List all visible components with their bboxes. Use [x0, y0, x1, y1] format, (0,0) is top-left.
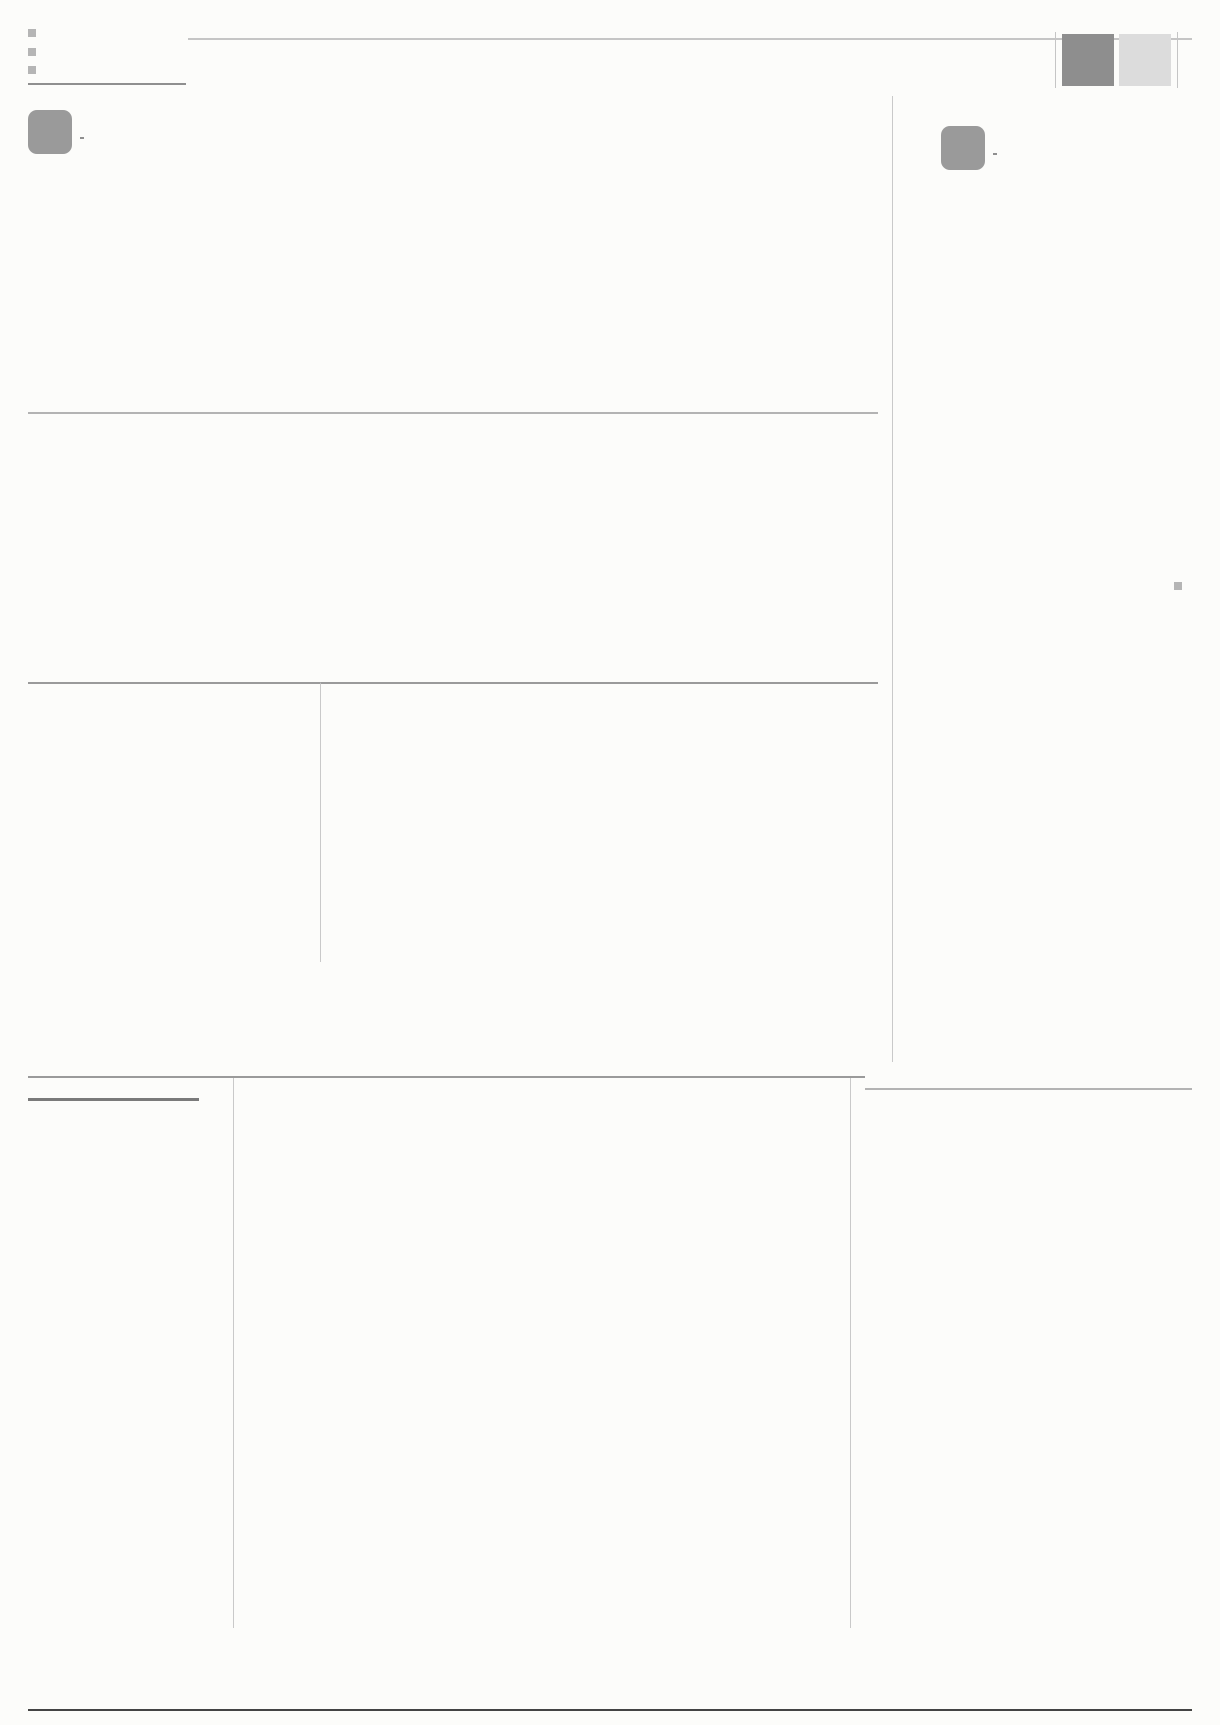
innovation-column-rail — [892, 96, 1192, 1062]
section-badge-shen — [1062, 34, 1114, 86]
kicker-text-group — [80, 110, 84, 140]
food-article-body — [28, 426, 878, 670]
innovation-kicker — [941, 126, 1192, 170]
kicker-title — [993, 126, 997, 150]
k-logo-icon — [941, 126, 985, 170]
main-content-column — [28, 96, 892, 1062]
middle-band — [28, 682, 878, 962]
section-badge-group — [1049, 32, 1192, 88]
section-divider — [28, 412, 878, 414]
bullet-square-icon — [28, 66, 36, 74]
section-divider — [865, 1088, 1192, 1090]
elder-continuation-strip — [28, 682, 320, 962]
elder-strip-body — [28, 694, 308, 962]
smart-elder-care-article — [320, 682, 878, 962]
software-article — [28, 110, 878, 402]
bottom-right-column — [851, 1076, 1192, 1628]
food-article — [28, 426, 878, 670]
danxin-body — [248, 1100, 836, 1562]
bullet-square-icon — [28, 48, 36, 56]
kicker-pinyin — [993, 153, 997, 156]
page-header — [28, 14, 1192, 96]
divider — [1055, 32, 1056, 88]
innovation-column-byline — [1168, 582, 1182, 1062]
bullet-square-icon — [28, 29, 36, 37]
kicker-pinyin — [80, 137, 84, 140]
article-separator-rule — [28, 1098, 199, 1101]
innovation-column-body — [907, 182, 1158, 1062]
keji-body — [865, 1102, 1192, 1474]
innovation-column-layout — [907, 182, 1192, 1062]
danxin-article — [233, 1076, 851, 1628]
kicker-text-group — [993, 126, 997, 156]
editor-line — [28, 43, 186, 62]
hotspot-kicker — [28, 110, 230, 154]
page-footer-rule — [28, 1709, 1192, 1711]
upper-section — [28, 96, 1192, 1062]
software-article-body — [28, 110, 878, 402]
k-logo-icon — [28, 110, 72, 154]
kicker-title — [80, 110, 84, 134]
smart-elder-care-body — [335, 702, 878, 908]
publication-date — [28, 24, 186, 43]
header-rule — [188, 38, 1192, 40]
submission-line — [28, 61, 186, 80]
section-badge-du — [1119, 34, 1171, 86]
divider — [1177, 32, 1178, 88]
bottom-band — [28, 1076, 1192, 1628]
byline-square-icon — [1174, 582, 1182, 590]
bottom-left-column — [28, 1076, 233, 1628]
header-info-block — [28, 24, 186, 85]
